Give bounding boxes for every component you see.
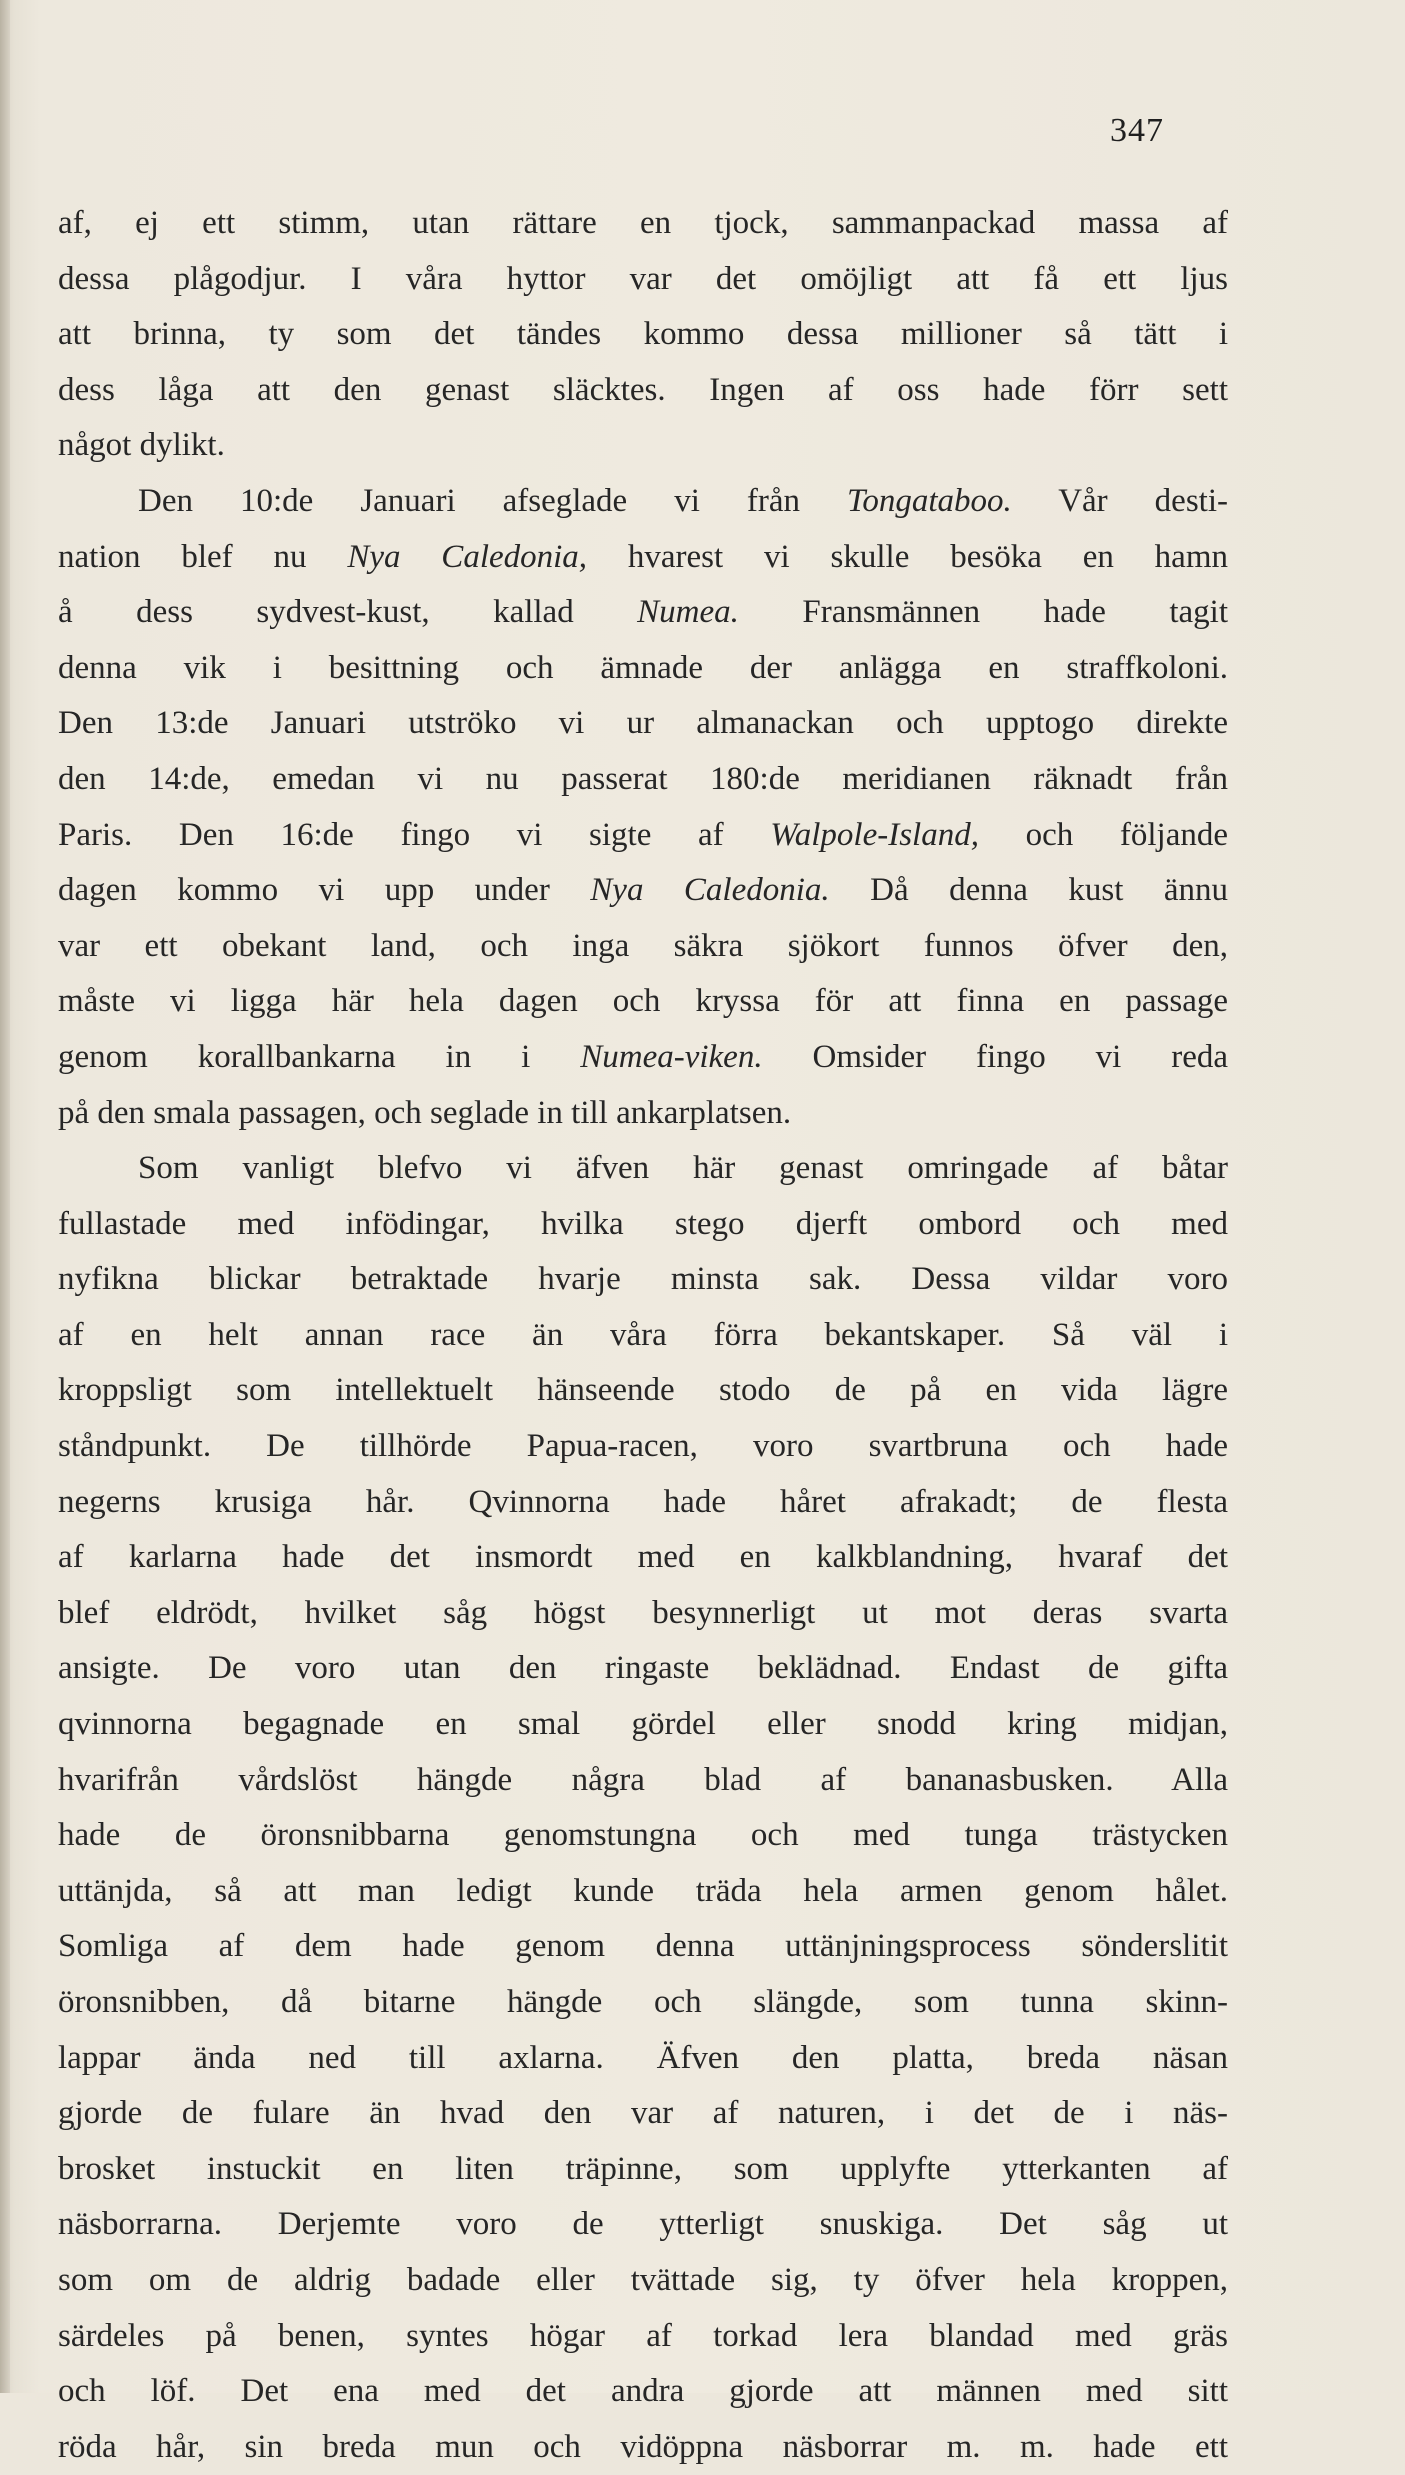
text-line: röda hår, sin breda mun och vidöppna näsborrar m. m. hade ett — [58, 2428, 1228, 2465]
text-line: hvarifrån vårdslöst hängde några blad af bananasbusken. Alla — [58, 1761, 1228, 1798]
text-segment: Omsider fingo vi reda — [762, 1038, 1228, 1075]
italic-place-name: Numea-viken. — [580, 1038, 763, 1075]
text-line: på den smala passagen, och seglade in till ankarplatsen. — [58, 1094, 792, 1131]
italic-place-name: Nya Caledonia. — [590, 872, 830, 909]
italic-place-name: Numea. — [637, 594, 739, 631]
text-line: dess låga att den genast släcktes. Ingen af oss hade förr sett — [58, 371, 1228, 408]
text-line: qvinnorna begagnade en smal gördel eller snodd kring midjan, — [58, 1706, 1228, 1743]
text-line: uttänjda, så att man ledigt kunde träda hela armen genom hålet. — [58, 1872, 1228, 1909]
text-line: fullastade med infödingar, hvilka stego djerft ombord och med — [58, 1205, 1228, 1242]
text-line: gjorde de fulare än hvad den var af naturen, i det de i näs- — [58, 2095, 1228, 2132]
text-line: Den 13:de Januari utströko vi ur almanackan och upptogo direkte — [58, 705, 1228, 742]
text-segment: Vår desti- — [1011, 482, 1228, 519]
text-line: brosket instuckit en liten träpinne, som upplyfte ytterkanten af — [58, 2150, 1228, 2187]
italic-place-name: Walpole-Island, — [770, 816, 979, 853]
italic-place-name: Tongataboo. — [847, 482, 1012, 519]
text-line: blef eldrödt, hvilket såg högst besynnerligt ut mot deras svarta — [58, 1594, 1228, 1631]
text-line: nyfikna blickar betraktade hvarje minsta sak. Dessa vildar voro — [58, 1261, 1228, 1298]
page-number: 347 — [1110, 112, 1164, 149]
text-segment: Då denna kust ännu — [829, 872, 1228, 909]
text-segment: genom korallbankarna in i — [58, 1038, 581, 1075]
text-segment: Paris. Den 16:de fingo vi sigte af — [58, 816, 771, 853]
text-line: särdeles på benen, syntes högar af torkad lera blandad med gräs — [58, 2317, 1228, 2354]
text-line: måste vi ligga här hela dagen och kryssa för att finna en passage — [58, 983, 1228, 1020]
text-line: var ett obekant land, och inga säkra sjökort funnos öfver den, — [58, 927, 1228, 964]
text-segment: nation blef nu — [58, 538, 348, 575]
text-segment: och följande — [978, 816, 1228, 853]
binding-edge — [0, 0, 10, 2393]
text-line — [58, 863, 1228, 919]
text-line: något dylikt. — [58, 427, 225, 464]
text-segment: hvarest vi skulle besöka en hamn — [587, 538, 1228, 575]
text-line: af en helt annan race än våra förra bekantskaper. Så väl i — [58, 1316, 1228, 1353]
body-text — [58, 196, 1228, 2475]
italic-place-name: Nya Caledonia, — [347, 538, 588, 575]
text-line: Somliga af dem hade genom denna uttänjningsprocess sönderslitit — [58, 1928, 1228, 1965]
text-line: negerns krusiga hår. Qvinnorna hade håret afrakadt; de flesta — [58, 1483, 1228, 1520]
text-line: öronsnibben, då bitarne hängde och slängde, som tunna skinn- — [58, 1984, 1228, 2020]
text-line: att brinna, ty som det tändes kommo dessa millioner så tätt i — [58, 316, 1228, 353]
text-line: af, ej ett stimm, utan rättare en tjock, sammanpackad massa af — [58, 205, 1228, 241]
text-line: hade de öronsnibbarna genomstungna och med tunga trästycken — [58, 1817, 1228, 1854]
text-line — [58, 808, 1228, 864]
text-line: ansigte. De voro utan den ringaste beklädnad. Endast de gifta — [58, 1650, 1228, 1687]
text-line: af karlarna hade det insmordt med en kalkblandning, hvaraf det — [58, 1539, 1228, 1576]
text-line — [58, 585, 1228, 641]
text-line: som om de aldrig badade eller tvättade sig, ty öfver hela kroppen, — [58, 2261, 1228, 2298]
text-segment: Den 10:de Januari afseglade vi från — [138, 482, 848, 519]
text-line — [58, 474, 1228, 530]
text-line — [58, 1030, 1228, 1086]
text-segment: dagen kommo vi upp under — [58, 872, 591, 909]
text-segment: Fransmännen hade tagit — [738, 594, 1228, 631]
text-line: kroppsligt som intellektuelt hänseende stodo de på en vida lägre — [58, 1372, 1228, 1409]
text-line: dessa plågodjur. I våra hyttor var det omöjligt att få ett ljus — [58, 260, 1228, 297]
text-line: och löf. Det ena med det andra gjorde att männen med sitt — [58, 2373, 1228, 2410]
text-line: ståndpunkt. De tillhörde Papua-racen, voro svartbruna och hade — [58, 1428, 1228, 1465]
text-line: denna vik i besittning och ämnade der anlägga en straffkoloni. — [58, 649, 1228, 686]
text-line: näsborrarna. Derjemte voro de ytterligt snuskiga. Det såg ut — [58, 2206, 1228, 2243]
text-line — [58, 530, 1228, 586]
text-segment: å dess sydvest-kust, kallad — [58, 594, 638, 631]
text-line: Som vanligt blefvo vi äfven här genast omringade af båtar — [138, 1150, 1228, 1187]
text-line: lappar ända ned till axlarna. Äfven den platta, breda näsan — [58, 2039, 1228, 2076]
text-line: den 14:de, emedan vi nu passerat 180:de meridianen räknadt från — [58, 760, 1228, 797]
